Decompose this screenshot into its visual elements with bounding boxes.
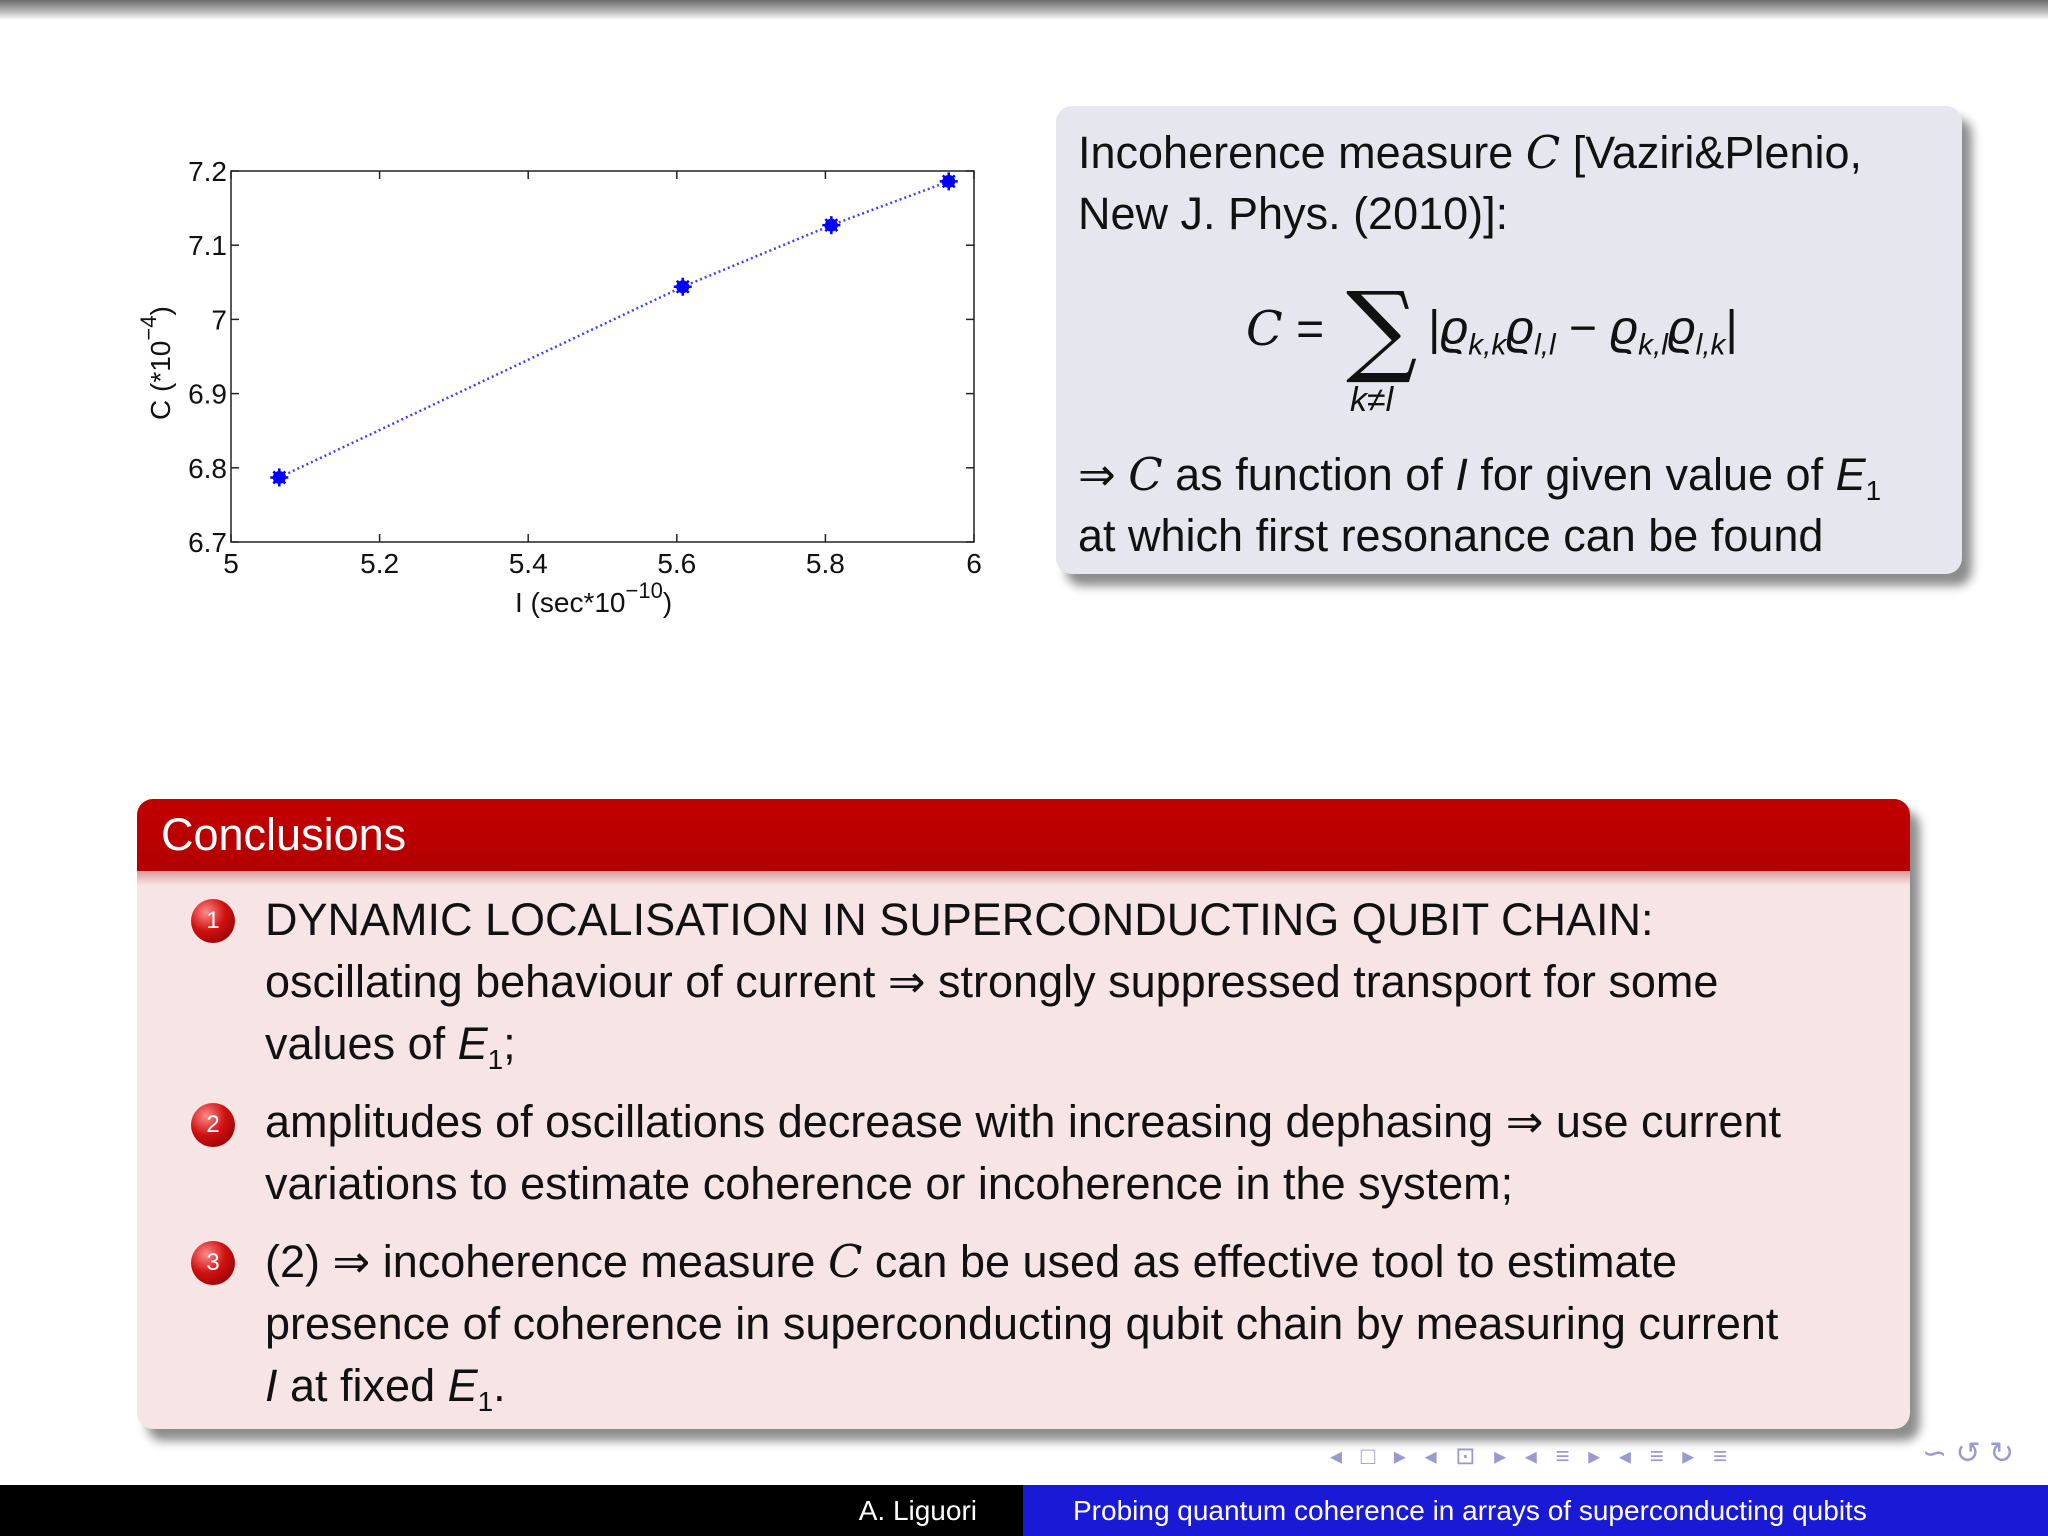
beamer-navigation-symbols[interactable]: ◂ □ ▸ ◂ ⊡ ▸ ◂ ≡ ▸ ◂ ≡ ▸ ≡ [1330,1443,1734,1470]
conclusion-item-1-line-1: DYNAMIC LOCALISATION IN SUPERCONDUCTING QUBIT CHAIN: [265,894,1654,945]
conclusion-item-1-line-2: oscillating behaviour of current ⇒ strongly suppressed transport for some [265,956,1719,1007]
x-tick-label: 5.6 [657,548,697,579]
y-axis-label: C $(*10^{-4})$ [136,306,176,420]
y-tick-label: 6.8 [188,452,227,484]
y-tick-label: 7 [211,304,227,336]
y-tick-label: 7.2 [188,156,227,187]
bullet-2-icon: 2 [191,1103,235,1147]
sum-symbol: ∑ [1346,270,1418,387]
x-tick-label: 5.2 [360,548,400,579]
footer-title: Probing quantum coherence in arrays of superconducting qubits [1023,1485,2048,1536]
x-tick-label: 5 [223,548,239,579]
y-tick-label: 7.1 [188,230,227,262]
bullet-1-icon: 1 [191,899,235,943]
conclusion-item-2-line-2: variations to estimate coherence or incoherence in the system; [265,1158,1514,1209]
y-tick-label: 6.7 [188,527,227,558]
y-tick-label: 6.9 [188,378,227,410]
conclusion-item-2-line-1: amplitudes of oscillations decrease with increasing dephasing ⇒ use current [265,1096,1782,1147]
conclusions-title: Conclusions [137,799,1910,871]
conclusion-item-3-line-3: I at fixed $E_1$. [265,1360,506,1417]
x-tick-label: 5.4 [508,548,548,579]
x-axis-label: I $(\sec*10^{-10})$ [515,578,673,618]
measure-line-4: at which first resonance can be found [1078,510,1824,561]
x-tick-label: 6 [966,548,982,579]
measure-line-3: ⇒ C as function of I for given value of $E_1$ [1078,448,1882,506]
measure-line-2: New J. Phys. (2010)]: [1078,188,1509,239]
measure-line-1: Incoherence measure C [Vaziri&Plenio, [1078,126,1862,179]
bullet-3-icon: 3 [191,1241,235,1285]
x-tick-label: 5.8 [805,548,845,579]
footer-author: A. Liguori [0,1485,1023,1536]
beamer-search-icons[interactable]: ∽ ↺ ↻ [1922,1437,2015,1470]
conclusion-item-3-line-1: (2) ⇒ incoherence measure C can be used as effective tool to estimate [265,1235,1678,1288]
footer-bar [0,1485,2048,1536]
plot-area [231,171,974,542]
incoherence-chart [0,0,1040,640]
conclusion-item-3-line-2: presence of coherence in superconducting qubit chain by measuring current [265,1298,1779,1349]
incoherence-measure-box: Incoherence measure C [Vaziri&Plenio, New J. Phys. (2010)]: C = ∑ k≠l $|ϱ_{k,k}ϱ_{l,l} - ϱ_{k,l}ϱ_{l,k}|$ ⇒ C as function of I for given value of $E_1$ at which first resonance can be found [1056,106,1962,574]
conclusions-block [137,799,1910,1429]
conclusion-item-1-line-3: values of $E_1$; [265,1018,516,1075]
